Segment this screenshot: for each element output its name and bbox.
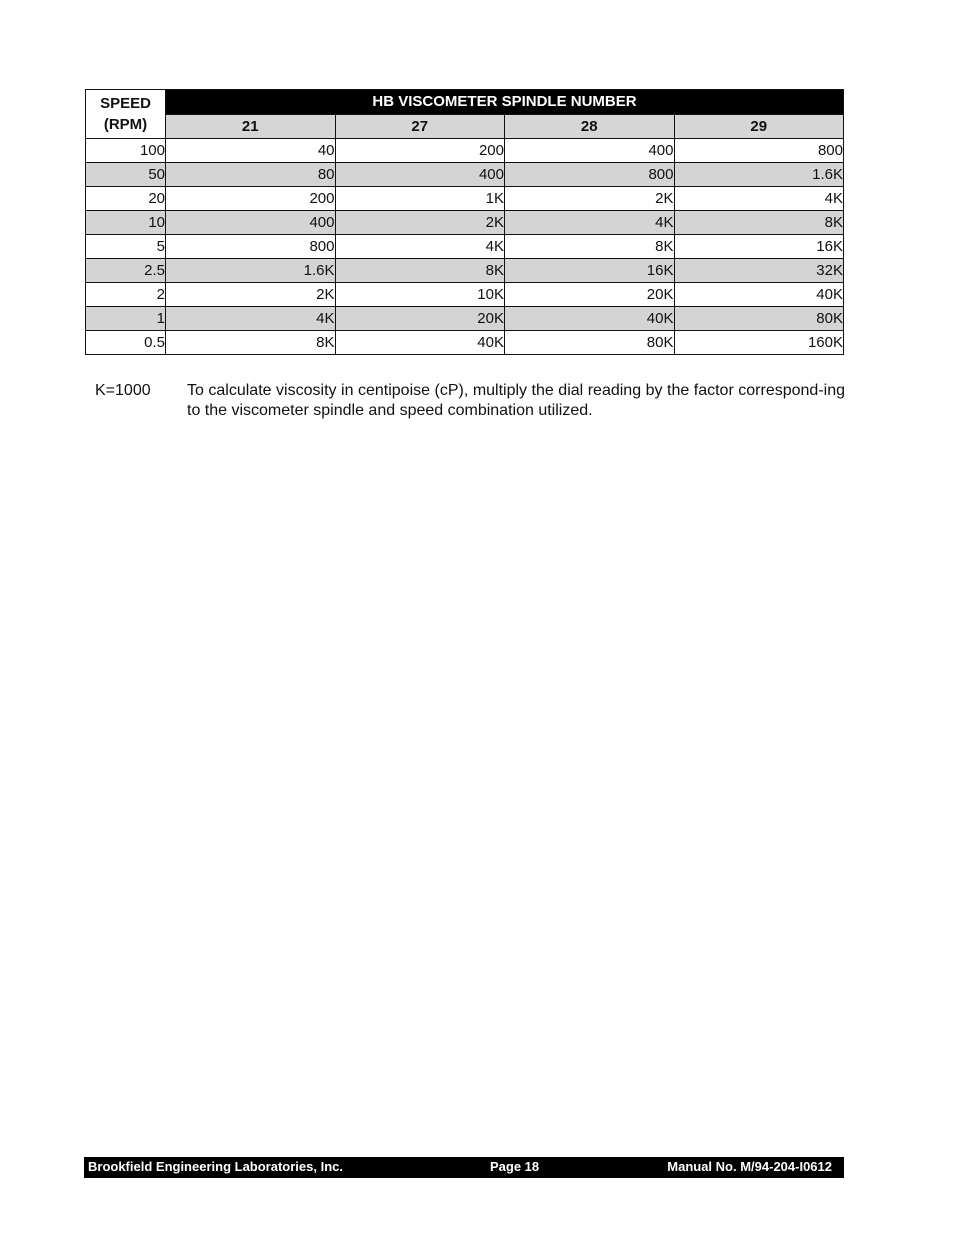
- spindle-header-21: 21: [166, 114, 336, 139]
- speed-header-line-1: SPEED: [100, 95, 151, 112]
- note-text: To calculate viscosity in centipoise (cP), multiply the dial reading by the factor correspond-ing to the viscometer spindle and speed combination utilized.: [187, 382, 845, 419]
- factor-cell: 2K: [335, 211, 505, 235]
- table-row: [86, 139, 844, 163]
- factor-cell: 20K: [335, 307, 505, 331]
- speed-cell: 10: [86, 211, 166, 235]
- factor-cell: 80K: [674, 307, 844, 331]
- table-row: [86, 283, 844, 307]
- table-row: [86, 307, 844, 331]
- speed-cell: 2: [86, 283, 166, 307]
- factor-cell: 4K: [674, 187, 844, 211]
- speed-cell: 0.5: [86, 331, 166, 355]
- factor-cell: 80: [166, 163, 336, 187]
- factor-cell: 80K: [505, 331, 675, 355]
- factor-cell: 16K: [505, 259, 675, 283]
- factor-cell: 16K: [674, 235, 844, 259]
- factor-cell: 800: [505, 163, 675, 187]
- table-row: [86, 259, 844, 283]
- table-row: [86, 211, 844, 235]
- spindle-group-header: HB VISCOMETER SPINDLE NUMBER: [166, 90, 844, 115]
- factor-cell: 32K: [674, 259, 844, 283]
- page-footer: [84, 1157, 844, 1178]
- factor-cell: 8K: [335, 259, 505, 283]
- factor-cell: 1.6K: [166, 259, 336, 283]
- speed-column-header: [86, 90, 166, 139]
- factor-cell: 1.6K: [674, 163, 844, 187]
- factor-cell: 400: [335, 163, 505, 187]
- spindle-header-29: 29: [674, 114, 844, 139]
- factor-cell: 8K: [166, 331, 336, 355]
- factor-cell: 40K: [674, 283, 844, 307]
- factor-cell: 4K: [505, 211, 675, 235]
- factor-cell: 200: [166, 187, 336, 211]
- footer-company: Brookfield Engineering Laboratories, Inc.: [88, 1159, 343, 1174]
- speed-cell: 100: [86, 139, 166, 163]
- factor-cell: 2K: [505, 187, 675, 211]
- speed-header-line-2: (RPM): [103, 116, 148, 133]
- factor-cell: 4K: [335, 235, 505, 259]
- factor-cell: 400: [166, 211, 336, 235]
- speed-cell: 1: [86, 307, 166, 331]
- factor-cell: 800: [674, 139, 844, 163]
- factor-cell: 200: [335, 139, 505, 163]
- table-row: [86, 187, 844, 211]
- table-row: [86, 163, 844, 187]
- factor-cell: 400: [505, 139, 675, 163]
- spindle-header-27: 27: [335, 114, 505, 139]
- speed-cell: 5: [86, 235, 166, 259]
- footer-manual-number: Manual No. M/94-204-I0612: [667, 1159, 832, 1174]
- factor-cell: 160K: [674, 331, 844, 355]
- factor-cell: 8K: [505, 235, 675, 259]
- factor-cell: 800: [166, 235, 336, 259]
- factor-cell: 10K: [335, 283, 505, 307]
- table-row: [86, 235, 844, 259]
- factor-cell: 1K: [335, 187, 505, 211]
- viscosity-factor-table: [85, 89, 844, 355]
- factor-cell: 8K: [674, 211, 844, 235]
- factor-cell: 40K: [505, 307, 675, 331]
- table-row: [86, 331, 844, 355]
- factor-cell: 4K: [166, 307, 336, 331]
- factor-cell: 40: [166, 139, 336, 163]
- factor-cell: 20K: [505, 283, 675, 307]
- factor-cell: 40K: [335, 331, 505, 355]
- note-key: K=1000: [95, 382, 151, 399]
- footer-page-number: Page 18: [490, 1159, 540, 1174]
- speed-cell: 2.5: [86, 259, 166, 283]
- speed-cell: 20: [86, 187, 166, 211]
- factor-cell: 2K: [166, 283, 336, 307]
- spindle-header-28: 28: [505, 114, 675, 139]
- speed-cell: 50: [86, 163, 166, 187]
